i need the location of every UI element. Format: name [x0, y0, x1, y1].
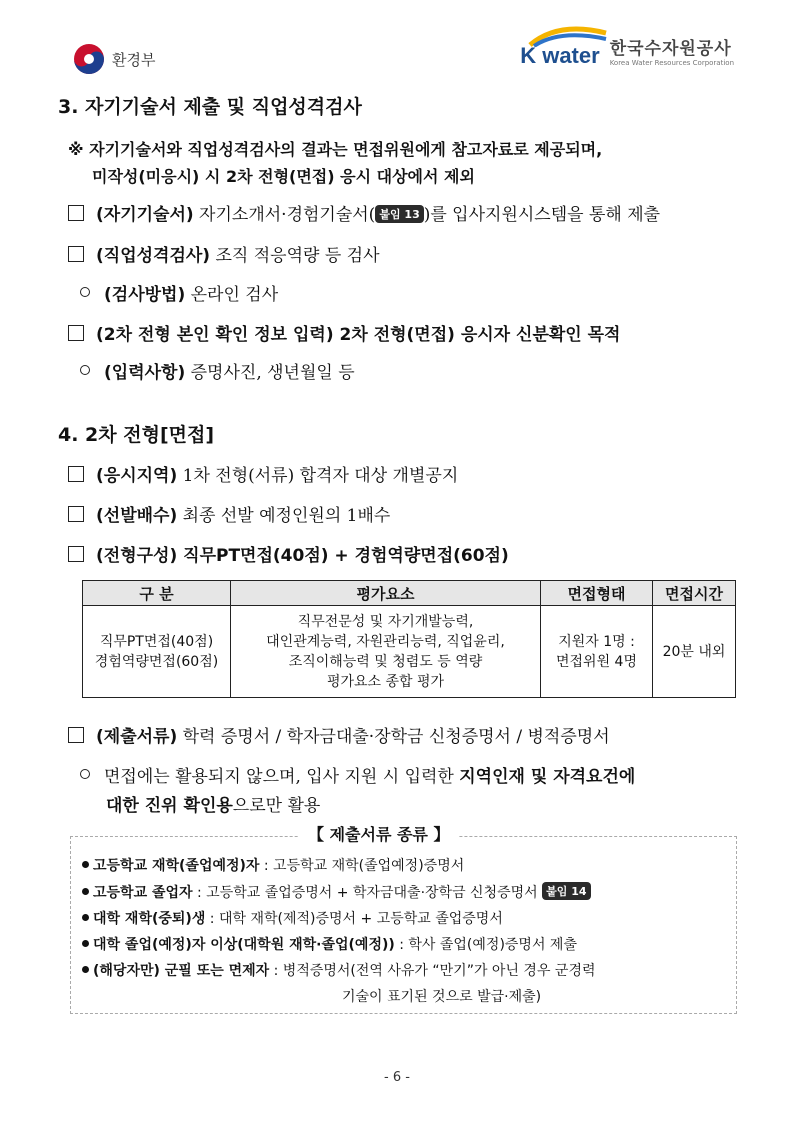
document-types-title: 【 제출서류 종류 】 — [298, 820, 459, 847]
circle-bullet-icon — [80, 365, 90, 375]
item-text: 최종 선발 예정인원의 1배수 — [177, 506, 391, 526]
bullet-dot-icon — [82, 888, 89, 895]
section-3-subitem-input-items — [80, 358, 355, 383]
table-cell-elements: 직무전문성 및 자기개발능력, 대인관계능력, 자원관리능력, 직업윤리, 조직이해능력 및 청렴도 등 역량 평가요소 종합 평가 — [231, 606, 541, 698]
section-3-item-self-description — [68, 200, 660, 225]
section-4-item-documents — [68, 722, 610, 747]
table-header-cell: 구 분 — [83, 581, 231, 606]
item-label: (직업성격검사) — [96, 246, 211, 266]
kwater-korean-name: 한국수자원공사 — [609, 39, 732, 59]
bullet-dot-icon — [82, 914, 89, 921]
table-header-cell: 면접시간 — [653, 581, 736, 606]
circle-bullet-icon — [80, 287, 90, 297]
checkbox-square-icon — [68, 466, 84, 482]
section-4-documents-note-line1: 면접에는 활용되지 않으며, 입사 지원 시 입력한 지역인재 및 자격요건에 — [80, 762, 635, 787]
item-text: 학력 증명서 / 학자금대출·장학금 신청증명서 / 병적증명서 — [177, 727, 610, 747]
document-type-item: 대학 재학(중퇴)생 : 대학 재학(제적)증명서 + 고등학교 졸업증명서 — [82, 908, 503, 928]
item-label: (응시지역) — [96, 466, 178, 486]
document-type-item-continuation: 기술이 표기된 것으로 발급·제출) — [342, 989, 542, 1005]
document-type-item: 고등학교 졸업자 : 고등학교 졸업증명서 + 학자금대출·장학금 신청증명서 붙임 14 — [82, 882, 591, 902]
item-text: 자기소개서·경험기술서( — [193, 205, 376, 225]
circle-bullet-icon — [80, 769, 90, 779]
section-3-note-line2: 미작성(미응시) 시 2차 전형(면접) 응시 대상에서 제외 — [92, 167, 475, 186]
table-header-cell: 평가요소 — [231, 581, 541, 606]
document-type-item: 대학 졸업(예정)자 이상(대학원 재학·졸업(예정)) : 학사 졸업(예정)증명서 제출 — [82, 934, 577, 954]
item-label: (선발배수) — [96, 506, 178, 526]
table-cell-time: 20분 내외 — [653, 606, 736, 698]
bullet-dot-icon — [82, 861, 89, 868]
section-4-item-region — [68, 461, 458, 486]
checkbox-square-icon — [68, 205, 84, 221]
item-label: (입력사항) — [104, 363, 186, 383]
item-text: 조직 적응역량 등 검사 — [210, 246, 380, 266]
attachment-tag: 붙임 13 — [375, 205, 423, 223]
table-header-cell: 면접형태 — [541, 581, 653, 606]
item-text: )를 입사지원시스템을 통해 제출 — [423, 205, 661, 225]
item-label: (검사방법) — [104, 285, 186, 305]
item-text: (2차 전형 본인 확인 정보 입력) 2차 전형(면접) 응시자 신분확인 목적 — [96, 325, 621, 345]
table-cell-format: 지원자 1명 : 면접위원 4명 — [541, 606, 653, 698]
checkbox-square-icon — [68, 246, 84, 262]
ministry-logo — [72, 42, 155, 76]
section-3-item-personality-test — [68, 241, 380, 266]
ministry-name: 환경부 — [112, 50, 156, 69]
table-header-row — [83, 581, 736, 606]
kwater-english-name: Korea Water Resources Corporation — [609, 58, 734, 67]
interview-evaluation-table — [82, 580, 736, 698]
item-text: 온라인 검사 — [185, 285, 279, 305]
bullet-dot-icon — [82, 966, 89, 973]
checkbox-square-icon — [68, 546, 84, 562]
checkbox-square-icon — [68, 506, 84, 522]
attachment-tag: 붙임 14 — [542, 882, 590, 900]
section-4-item-selection-ratio — [68, 501, 390, 526]
document-type-item: 고등학교 재학(졸업예정)자 : 고등학교 재학(졸업예정)증명서 — [82, 855, 464, 875]
table-row — [83, 606, 736, 698]
item-text: (전형구성) 직무PT면접(40점) + 경험역량면접(60점) — [96, 546, 509, 566]
item-label: (제출서류) — [96, 727, 178, 747]
kwater-wordmark: K water — [520, 43, 600, 69]
item-label: (자기기술서) — [96, 205, 194, 225]
section-3-subitem-test-method — [80, 280, 278, 305]
section-4-documents-note-line2: 대한 진위 확인용으로만 활용 — [106, 796, 321, 816]
item-text: 증명사진, 생년월일 등 — [185, 363, 355, 383]
document-type-item: (해당자만) 군필 또는 면제자 : 병적증명서(전역 사유가 “만기”가 아닌 경우 군경력 — [82, 960, 596, 980]
checkbox-square-icon — [68, 325, 84, 341]
section-3-title: 3. 자기기술서 제출 및 직업성격검사 — [58, 96, 362, 118]
kwater-wave-icon — [528, 25, 608, 47]
section-3-item-identity-info — [68, 320, 620, 345]
section-4-title: 4. 2차 전형[면접] — [58, 424, 215, 446]
table-cell-type: 직무PT면접(40점) 경험역량면접(60점) — [83, 606, 231, 698]
taegeuk-emblem-icon — [72, 42, 106, 76]
section-3-note-line1: ※ 자기기술서와 직업성격검사의 결과는 면접위원에게 참고자료로 제공되며, — [68, 140, 603, 159]
kwater-logo — [520, 40, 734, 67]
page-number: - 6 - — [384, 1070, 410, 1085]
checkbox-square-icon — [68, 727, 84, 743]
item-text: 1차 전형(서류) 합격자 대상 개별공지 — [177, 466, 459, 486]
bullet-dot-icon — [82, 940, 89, 947]
section-4-item-composition — [68, 541, 509, 566]
